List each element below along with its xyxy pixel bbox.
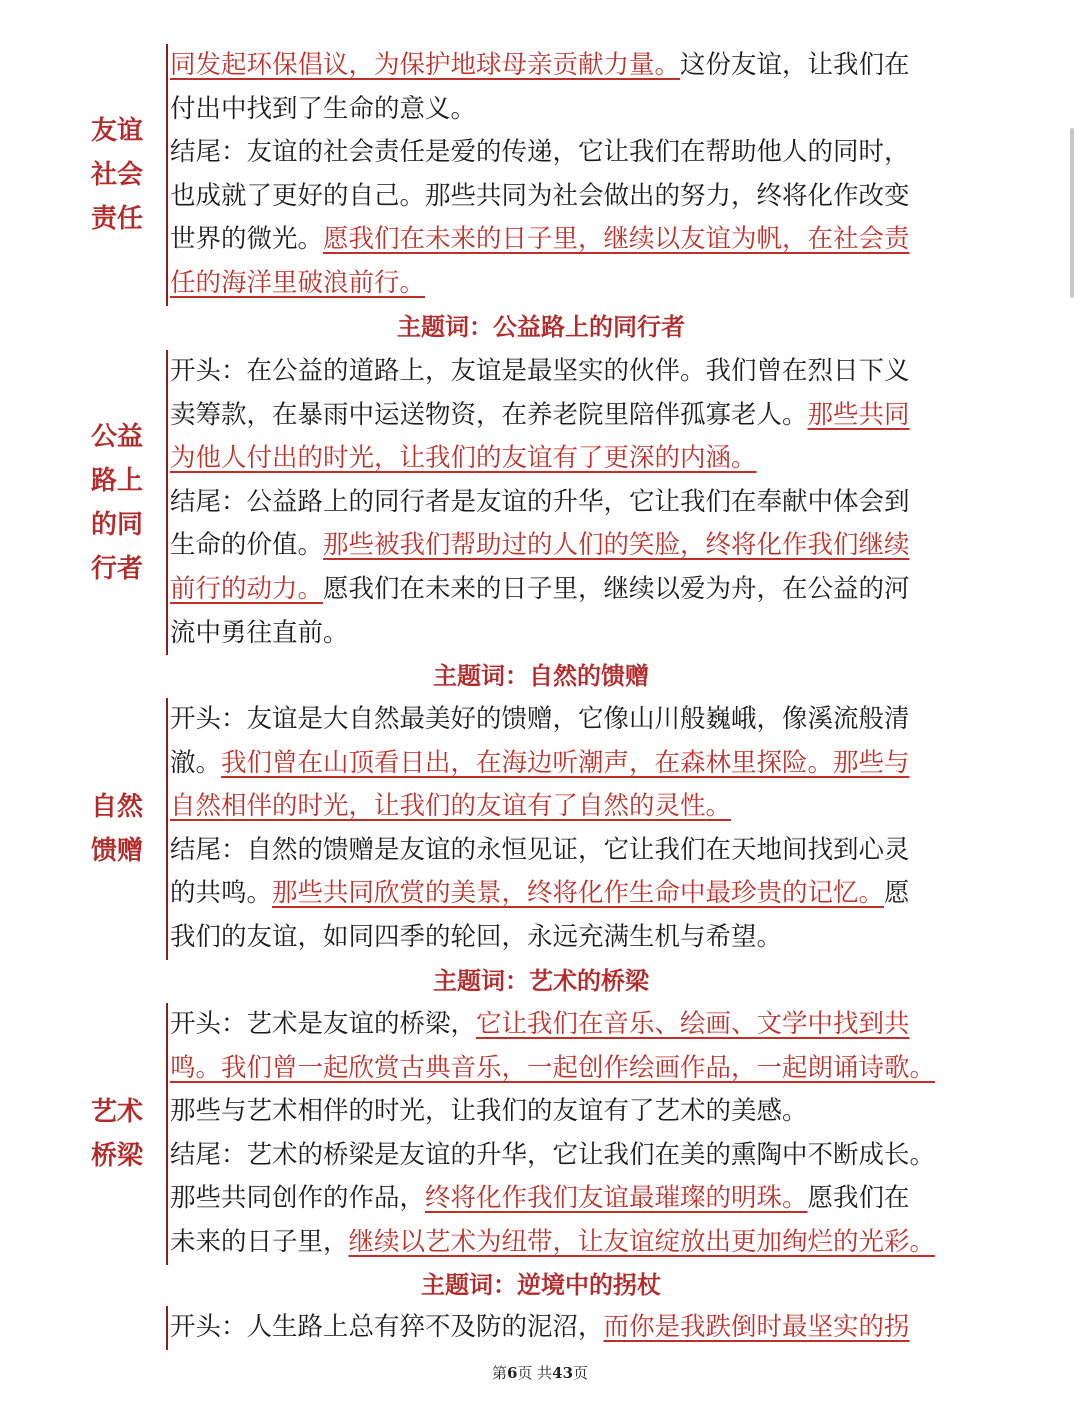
text-line — [170, 1134, 936, 1178]
text-segment: 我们的友谊，如同四季的轮回，永远充满生机与希望。 — [170, 921, 783, 952]
text-line — [170, 698, 916, 742]
text-segment: 那些共同创作的作品， — [170, 1183, 426, 1214]
side-label-line: 艺术 — [90, 1096, 143, 1127]
text-segment: 未来的日子里， — [170, 1226, 349, 1257]
text-line — [170, 131, 916, 175]
text-line — [170, 1090, 916, 1134]
side-label-line: 馈赠 — [90, 835, 143, 866]
highlighted-phrase: 鸣。我们曾一起欣赏古典音乐，一起创作绘画作品，一起朗诵诗歌。 — [170, 1052, 936, 1083]
section-side-label — [86, 109, 148, 241]
text-segment: 的共鸣。 — [170, 878, 273, 909]
highlighted-phrase: 同发起环保倡议，为保护地球母亲贡献力量。 — [170, 50, 681, 80]
text-segment: 付出中找到了生命的意义。 — [170, 93, 477, 124]
section-text-block — [166, 1003, 936, 1265]
text-line — [170, 785, 916, 829]
side-label-line: 责任 — [90, 203, 143, 234]
page-footer — [0, 1362, 1080, 1383]
text-line — [170, 350, 916, 394]
text-segment: 开头：艺术是友谊的桥梁， — [170, 1009, 477, 1039]
section-text-block — [166, 1306, 916, 1350]
text-segment: 开头：友谊是大自然最美好的馈赠，它像山川般巍峨，像溪流般清 — [170, 704, 910, 734]
section-heading: 主题词：逆境中的拐杖 — [421, 1271, 661, 1299]
text-segment: 也成就了更好的自己。那些共同为社会做出的努力，终将化作改变 — [170, 180, 910, 211]
highlighted-phrase: 那些共同欣赏的美景，终将化作生命中最珍贵的记忆。 — [272, 878, 885, 909]
side-label-line: 社会 — [90, 159, 143, 190]
section-heading: 主题词：公益路上的同行者 — [397, 313, 685, 341]
footer-mid: 页 共 — [517, 1364, 553, 1382]
highlighted-phrase: 终将化作我们友谊最璀璨的明珠。 — [425, 1183, 808, 1214]
highlighted-phrase: 为他人付出的时光，让我们的友谊有了更深的内涵。 — [170, 443, 757, 474]
side-label-line: 行者 — [90, 553, 143, 584]
highlighted-phrase: 那些共同 — [807, 399, 910, 430]
text-line — [170, 1003, 916, 1047]
section-heading: 主题词：自然的馈赠 — [433, 662, 649, 690]
highlighted-phrase: 那些被我们帮助过的人们的笑脸，终将化作我们继续 — [323, 530, 910, 561]
text-segment: 开头：在公益的道路上，友谊是最坚实的伙伴。我们曾在烈日下义 — [170, 356, 910, 386]
side-label-line: 路上 — [90, 465, 143, 496]
section-heading: 主题词：艺术的桥梁 — [433, 967, 649, 995]
side-label-line: 自然 — [90, 791, 143, 822]
text-segment: 那些与艺术相伴的时光，让我们的友谊有了艺术的美感。 — [170, 1096, 808, 1127]
highlighted-phrase: 我们曾在山顶看日出，在海边听潮声，在森林里探险。那些与 — [221, 747, 910, 778]
text-line — [170, 481, 916, 525]
highlighted-phrase: 愿我们在未来的日子里，继续以友谊为帆，在社会责 — [323, 224, 910, 255]
highlighted-phrase: 它让我们在音乐、绘画、文学中找到共 — [476, 1009, 910, 1039]
footer-page-number: 6 — [506, 1364, 518, 1382]
text-line — [170, 916, 916, 960]
text-segment: 结尾：公益路上的同行者是友谊的升华，它让我们在奉献中体会到 — [170, 486, 910, 517]
highlighted-phrase: 而你是我跌倒时最坚实的拐 — [603, 1312, 910, 1342]
text-segment: 愿 — [884, 878, 910, 909]
text-line — [170, 437, 916, 481]
side-label-line: 桥梁 — [90, 1140, 143, 1171]
section-text-block — [166, 44, 916, 306]
text-line — [170, 742, 916, 786]
text-segment: 愿我们在未来的日子里，继续以爱为舟，在公益的河 — [323, 573, 910, 604]
text-segment: 结尾：艺术的桥梁是友谊的升华，它让我们在美的熏陶中不断成长。 — [170, 1139, 936, 1170]
section-side-label — [86, 415, 148, 591]
highlighted-phrase: 任的海洋里破浪前行。 — [170, 267, 426, 298]
text-segment: 澈。 — [170, 747, 222, 778]
text-line — [170, 1306, 916, 1350]
text-line — [170, 1221, 936, 1265]
text-line — [170, 568, 916, 612]
text-segment: 结尾：友谊的社会责任是爱的传递，它让我们在帮助他人的同时， — [170, 137, 910, 168]
highlighted-phrase: 自然相伴的时光，让我们的友谊有了自然的灵性。 — [170, 791, 732, 822]
footer-prefix: 第 — [491, 1364, 507, 1382]
text-line — [170, 612, 916, 656]
text-line — [170, 829, 916, 873]
scrollbar-thumb[interactable] — [1070, 128, 1074, 298]
side-label-line: 友谊 — [90, 115, 143, 146]
text-line — [170, 524, 916, 568]
text-line — [170, 44, 916, 88]
highlighted-phrase: 前行的动力。 — [170, 573, 324, 604]
text-line — [170, 1177, 916, 1221]
footer-total-pages: 43 — [552, 1364, 574, 1382]
section-side-label — [86, 1090, 148, 1178]
text-segment: 卖筹款，在暴雨中运送物资，在养老院里陪伴孤寡老人。 — [170, 399, 808, 430]
side-label-line: 公益 — [90, 421, 143, 452]
highlighted-phrase: 继续以艺术为纽带，让友谊绽放出更加绚烂的光彩。 — [348, 1226, 936, 1257]
footer-suffix: 页 — [573, 1364, 589, 1382]
text-segment: 愿我们在 — [807, 1183, 910, 1214]
text-segment: 这份友谊，让我们在 — [680, 50, 910, 80]
text-segment: 生命的价值。 — [170, 530, 324, 561]
text-line — [170, 218, 916, 262]
section-text-block — [166, 350, 916, 655]
text-line — [170, 262, 916, 306]
text-line — [170, 394, 916, 438]
text-segment: 流中勇往直前。 — [170, 617, 349, 648]
section-side-label — [86, 785, 148, 873]
text-segment: 结尾：自然的馈赠是友谊的永恒见证，它让我们在天地间找到心灵 — [170, 834, 910, 865]
text-line — [170, 175, 916, 219]
side-label-line: 的同 — [90, 509, 143, 540]
section-text-block — [166, 698, 916, 960]
text-segment: 世界的微光。 — [170, 224, 324, 255]
text-line — [170, 872, 916, 916]
text-line — [170, 88, 916, 132]
text-line — [170, 1047, 936, 1091]
text-segment: 开头：人生路上总有猝不及防的泥沼， — [170, 1312, 604, 1342]
